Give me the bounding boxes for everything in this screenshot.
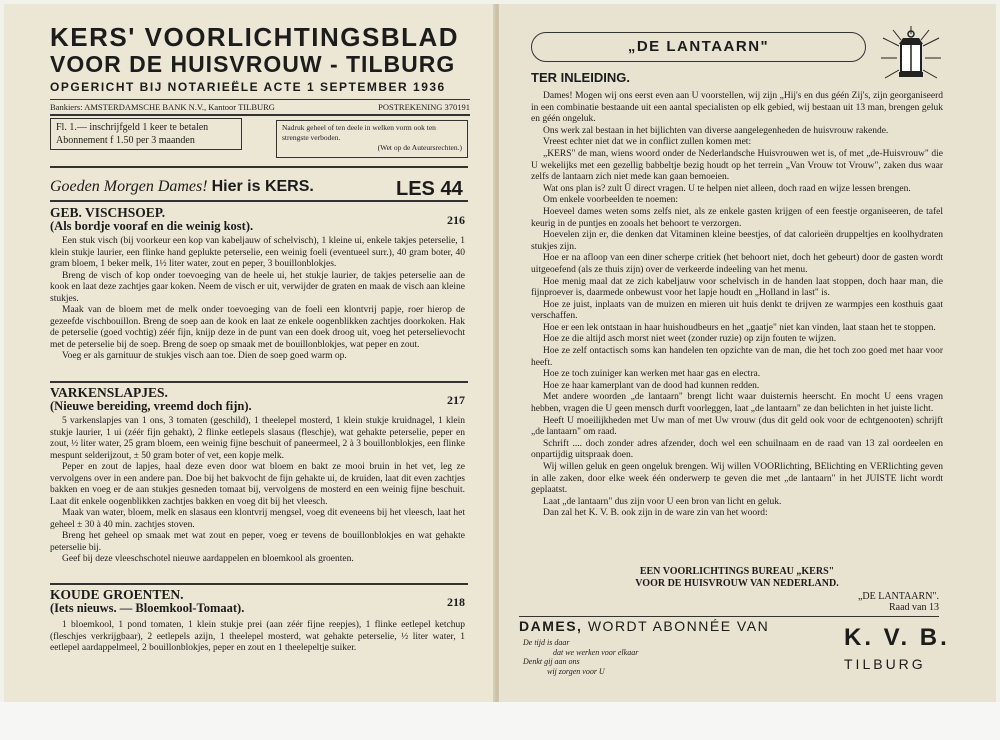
recipe-title: VARKENSLAPJES. bbox=[50, 385, 168, 400]
article-paragraph: Dan zal het K. V. B. ook zijn in de ware zin van het woord: bbox=[543, 508, 768, 519]
banner bbox=[531, 32, 866, 62]
article-paragraph: Hoe ze haar kamerplant van de dood had kunnen redden. bbox=[543, 380, 760, 391]
recipe-paragraph: Voeg er als garnituur de stukjes visch aan toe. Dien de soep goed warm op. bbox=[62, 351, 347, 361]
article-paragraph: Hoe er na afloop van een diner scherpe critiek (het behoort niet, doch het gebeurt) door de gasten wordt uitgeoefend (als ze thuis zijn) over de verkeerde indeeling van het menu. bbox=[531, 253, 943, 275]
kvb-city: TILBURG bbox=[844, 656, 926, 672]
closing-line: VOOR DE HUISVROUW VAN NEDERLAND. bbox=[635, 578, 839, 589]
subscription-box bbox=[50, 118, 242, 150]
recipe-paragraph: 5 varkenslapjes van 1 ons, 3 tomaten (geschild), 1 theelepel mosterd, 1 klein stukje kruidnagel, 1 klein stukje laurier, 1 ui (zéér fijn gehakt), 2 flinke eetlepels slasaus (fleschje), wat gehakte peterselie, peper en zout, ½ liter water, 25 gram bloem, een weinig fijne beschuit of paneermeel, 2 à 3 bouillonblokjes, een flinke mespunt selderijzout, ± 50 gram boter of vet, een kopje melk. bbox=[50, 416, 465, 461]
motto-line: Denkt gij aan ons bbox=[523, 657, 580, 666]
recipe-paragraph: Maak van de bloem met de melk onder toevoeging van de foeli een klontvrij papje, roer hierop de gezeefde vischbouillon. Breng de soep aan de kook en laat ze enkele oogenblikken zachtjes doorkoken. Hak de peterselie (goed vochtig) zéér fijn, knijp deze in de punt van een doek droog uit, voeg het peterselievocht met de peterselie bij de soep. Breng de soep op smaak met de bouillonblokjes, wat peper en zout. bbox=[50, 305, 465, 350]
recipe-subtitle: (Nieuwe bereiding, vreemd doch fijn). bbox=[50, 399, 252, 413]
recipe-subtitle: (Als bordje vooraf en die weinig kost). bbox=[50, 219, 254, 233]
article-paragraph: Om enkele voorbeelden te noemen: bbox=[543, 195, 679, 206]
recipe-subtitle: (Iets nieuws. — Bloemkool-Tomaat). bbox=[50, 601, 245, 615]
motto-line: dat we werken voor elkaar bbox=[553, 647, 639, 657]
copyright-notice: Nadruk geheel of ten deele in welken vorm ook ten strengste verboden. bbox=[282, 123, 436, 142]
divider bbox=[50, 200, 468, 202]
motto-line: De tijd is daar bbox=[523, 638, 570, 647]
recipe-paragraph: Breng het geheel op smaak met wat zout en peper, voeg er tevens de bouillonblokjes en wat gehakte peterselie bij. bbox=[50, 531, 465, 553]
motto-line: wij zorgen voor U bbox=[547, 666, 605, 676]
greeting-line bbox=[50, 178, 314, 196]
article-paragraph: Dames! Mogen wij ons eerst even aan U voorstellen, wij zijn „Hij's en dus géén Zij's, zijn georganiseerd in een combinatie bestaande uit een aantal specialisten op elk gebied, wij bestaan uit 13 man, brengen geluk en géén ongeluk. bbox=[531, 91, 943, 125]
signature-council: Raad van 13 bbox=[889, 602, 939, 613]
masthead-title-line1: KERS' VOORLICHTINGSBLAD bbox=[50, 22, 460, 52]
article-paragraph: Ons werk zal bestaan in het bijlichten van diverse aangelegenheden de huisvrouw rakende. bbox=[543, 125, 889, 136]
divider bbox=[50, 583, 468, 585]
closing-line: EEN VOORLICHTINGS BUREAU „KERS" bbox=[639, 566, 835, 577]
subscribe-call bbox=[519, 618, 769, 634]
recipe-body bbox=[50, 416, 465, 566]
subscribe-call-text: WORDT ABONNÉE VAN bbox=[582, 618, 770, 634]
article-paragraph: Hoevelen zijn er, die denken dat Vitaminen kleine beestjes, of dat calorieën druppeltjes en koolhydraten stukjes zijn. bbox=[531, 230, 943, 252]
document-spread bbox=[4, 4, 996, 702]
lesson-number: LES 44 bbox=[396, 178, 463, 200]
left-page bbox=[4, 4, 495, 702]
article-body bbox=[531, 91, 943, 520]
recipe-number: 218 bbox=[447, 595, 465, 609]
article-paragraph: Wij willen geluk en geen ongeluk brengen. Wij willen VOORlichting, BElichting en VERlichting geven in alle zaken, door elke week één onderwerp te geven die met „de lantaarn" in het JUISTE licht wordt geplaatst. bbox=[531, 462, 943, 496]
recipe-body bbox=[50, 236, 465, 363]
postrekening-text: POSTREKENING 370191 bbox=[378, 102, 470, 112]
recipe-body bbox=[50, 620, 465, 655]
divider bbox=[50, 166, 468, 168]
kvb-logo-text: K. V. B. bbox=[844, 624, 950, 651]
divider bbox=[50, 381, 468, 383]
recipe-paragraph: 1 bloemkool, 1 pond tomaten, 1 klein stukje prei (aan zéér fijne reepjes), 1 flinke eetlepel ketchup (fleschjes verkrijgbaar), 2 eetlepels azijn, 1 theelepel mosterd, wat gehakte peterselie, ½ liter water, 1 eetlepel aardappelmeel, 2 bouillonblokjes, peper en zout en 1 theelepeltje suiker. bbox=[50, 620, 465, 653]
article-paragraph: Schrift .... doch zonder adres afzender, doch wel een schuilnaam en de raad van 13 zal oordeelen en onpartijdig uitspraak doen. bbox=[531, 438, 943, 461]
article-paragraph: Heeft U moeilijkheden met Uw man of met Uw vrouw (dus dit geld ook voor de echtgenooten) schrijft „de lantaarn" om raad. bbox=[531, 415, 943, 438]
subscription-fee-line: Fl. 1.— inschrijfgeld 1 keer te betalen bbox=[56, 122, 209, 133]
article-paragraph: Hoe er een lek ontstaan in haar huishoudbeurs en het „gaatje" niet kan vinden, laat staan het te stoppen. bbox=[543, 322, 936, 333]
recipe-paragraph: Breng de visch of kop onder toevoeging van de heele ui, het stukje laurier, de takjes peterselie aan de kook en laat deze zachtjes gaar koken. Neem de visch er uit, verwijder de graten en maak de visch aan kleine stukjes. bbox=[50, 270, 465, 304]
recipe-number: 216 bbox=[447, 213, 465, 227]
masthead-founding-line: OPGERICHT BIJ NOTARIEËLE ACTE 1 SEPTEMBER 1936 bbox=[50, 80, 446, 94]
subscription-price-line: Abonnement f 1.50 per 3 maanden bbox=[56, 135, 195, 146]
subscribe-call-bold: DAMES, bbox=[519, 618, 583, 634]
greeting-bold: Hier is KERS. bbox=[211, 178, 314, 195]
article-paragraph: Wat ons plan is? zult Ū direct vragen. U te helpen niet alleen, doch raad en wijze lessen brengen. bbox=[543, 183, 911, 194]
bank-info-line bbox=[50, 99, 470, 116]
recipe-paragraph: Maak van water, bloem, melk en slasaus een klontvrij mengsel, voeg dit eveneens bij het vleesch, laat het geheel ± 30 à 40 min. zachtjes stoven. bbox=[50, 508, 465, 530]
article-paragraph: Hoe menig maal dat ze zich kabeljauw voor schelvisch in de handen laat stoppen, doch haar man, die fijnproever is, daarmede onbewust voor het lapje houdt en „Holland in last" is. bbox=[531, 276, 943, 299]
article-paragraph: Hoe ze die altijd asch morst niet weet (zonder ruzie) op zijn fouten te wijzen. bbox=[543, 334, 837, 345]
article-paragraph: Vreest echter niet dat we in conflict zullen komen met: bbox=[543, 137, 752, 148]
recipe-number: 217 bbox=[447, 393, 465, 407]
recipe-paragraph: Geef bij deze vleeschschotel nieuwe aardappelen en bloemkool als groenten. bbox=[62, 554, 354, 564]
bankers-text: Bankiers: AMSTERDAMSCHE BANK N.V., Kantoor TILBURG bbox=[50, 102, 275, 112]
lantern-icon bbox=[879, 24, 943, 86]
recipe-paragraph: Peper en zout de lapjes, haal deze even door wat bloem en bakt ze mooi bruin in het vet, leg ze vervolgens over in een andere pan. Doe bij het bakvocht de fijn gehakte ui, de kruiden, laat dit even zachtjes bakken en voeg er de aan stukjes gesneden tomaat bij, vervolgens de mosterd en een weinig fijne beschuit. Laat dit enkele oogenblikken zachtjes bakken en voeg dit bij het vleesch. bbox=[50, 462, 465, 507]
divider bbox=[519, 616, 939, 617]
section-heading: TER INLEIDING. bbox=[531, 70, 630, 85]
copyright-law: (Wet op de Auteursrechten.) bbox=[377, 143, 462, 152]
article-paragraph: Met andere woorden „de lantaarn" brengt licht waar duisternis heerscht. En mocht U eens vragen hebben, vragen die U geen mensch durft voorleggen, laat „de lantaarn" ze dan belichten in het juiste licht. bbox=[531, 392, 943, 415]
article-paragraph: Laat „de lantaarn" dus zijn voor U een bron van licht en geluk. bbox=[543, 496, 782, 507]
article-paragraph: „KERS" de man, wiens woord onder de Nederlandsche Huisvrouwen wet is, of met „de-Huisvrouw" die U wekelijks met een gezellig babbeltje bezig houdt op het terrein „Van Vrouw tot Vrouw", zaken dus waar zelfs de lantaarn zich niet mede kan gaan bemoeien. bbox=[531, 148, 943, 183]
right-page bbox=[499, 4, 996, 702]
greeting-text: Goeden Morgen Dames! bbox=[50, 178, 212, 195]
signature: „DE LANTAARN". bbox=[857, 591, 939, 602]
article-paragraph: Hoe ze juist, inplaats van de muizen en mieren uit huis denkt te drijven ze warmpjes een kosthuis gaat verschaffen. bbox=[531, 299, 943, 322]
recipe-title: GEB. VISCHSOEP. bbox=[50, 205, 166, 220]
scan-margin bbox=[0, 702, 1000, 740]
copyright-box bbox=[276, 120, 468, 158]
article-paragraph: Hoe ze zelf ontactisch soms kan handelen ten opzichte van de man, die het toch zoo goed met haar voor heeft. bbox=[531, 346, 943, 368]
recipe-title: KOUDE GROENTEN. bbox=[50, 587, 184, 602]
masthead-title-line2: VOOR DE HUISVROUW - TILBURG bbox=[50, 51, 456, 77]
recipe-paragraph: Een stuk visch (bij voorkeur een kop van kabeljauw of schelvisch), 1 kleine ui, enkele takjes peterselie, 1 klein stukje laurier, een flinke hand geplukte peterselie, een weinig foeli (eventueel surr.), 40 gram boter, 40 gram bloem, 1 beker melk, 1½ liter water, zout en peper, 3 bouillonblokjes. bbox=[50, 236, 465, 269]
article-paragraph: Hoe ze toch zuiniger kan werken met haar gas en electra. bbox=[543, 369, 761, 380]
motto bbox=[523, 638, 638, 676]
article-paragraph: Hoeveel dames weten soms zelfs niet, als ze enkele gasten krijgen of een feestje organiseeren, de tafel keurig in de puntjes en zooals het behoort te verzorgen. bbox=[531, 206, 943, 229]
banner-title: „DE LANTAARN" bbox=[627, 38, 770, 55]
